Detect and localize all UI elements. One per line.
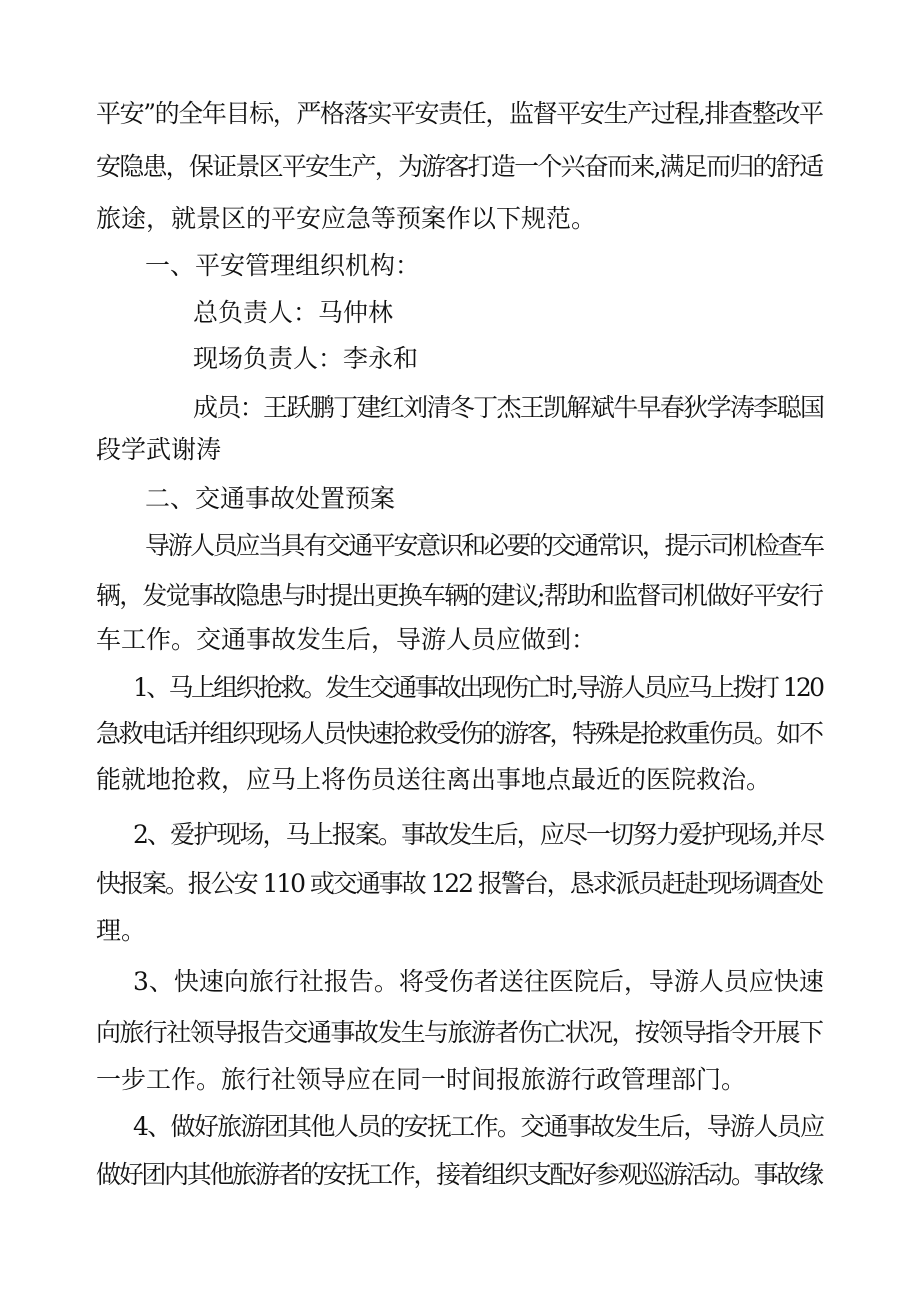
list-item-4: 4、做好旅游团其他人员的安抚工作。交通事故发生后，导游人员应 [133, 1112, 824, 1141]
org-site-manager: 现场负责人：李永和 [193, 344, 419, 373]
org-general-manager: 总负责人：马仲林 [193, 298, 394, 327]
section-heading: 二、交通事故处置预案 [145, 484, 396, 513]
list-item-1: 1、马上组织抢救。发生交通事故出现伤亡时,导游人员应马上拨打 120 [133, 673, 823, 702]
paragraph-line: 车工作。交通事故发生后，导游人员应做到： [96, 625, 597, 654]
paragraph-line: 快报案。报公安 110 或交通事故 122 报警台，恳求派员赶赴现场调查处 [96, 869, 822, 898]
section-heading: 一、平安管理组织机构： [145, 251, 421, 280]
paragraph-line: 导游人员应当具有交通平安意识和必要的交通常识，提示司机检查车 [145, 531, 823, 560]
org-members-continued: 段学武谢涛 [96, 435, 222, 464]
paragraph-line: 安隐患，保证景区平安生产，为游客打造一个兴奋而来,满足而归的舒适 [96, 152, 823, 181]
paragraph-line: 理。 [96, 916, 147, 945]
paragraph-line: 辆，发觉事故隐患与时提出更换车辆的建议;帮助和监督司机做好平安行 [96, 581, 823, 610]
org-members: 成员：王跃鹏丁建红刘清冬丁杰王凯解斌牛早春狄学涛李聪国 [193, 393, 824, 422]
paragraph-line: 旅途，就景区的平安应急等预案作以下规范。 [96, 204, 597, 233]
paragraph-line: 一步工作。旅行社领导应在同一时间报旅游行政管理部门。 [96, 1065, 747, 1094]
paragraph-line: 能就地抢救，应马上将伤员送往离出事地点最近的医院救治。 [96, 765, 772, 794]
list-item-3: 3、快速向旅行社报告。将受伤者送往医院后，导游人员应快速 [133, 967, 824, 996]
paragraph-line: 平安”的全年目标，严格落实平安责任，监督平安生产过程,排查整改平 [96, 99, 823, 128]
paragraph-line: 急救电话并组织现场人员快速抢救受伤的游客，特殊是抢救重伤员。如不 [96, 719, 822, 748]
paragraph-line: 做好团内其他旅游者的安抚工作，接着组织支配好参观巡游活动。事故缘 [96, 1160, 822, 1189]
list-item-2: 2、爱护现场，马上报案。事故发生后，应尽一切努力爱护现场,并尽 [133, 820, 824, 849]
paragraph-line: 向旅行社领导报告交通事故发生与旅游者伤亡状况，按领导指令开展下 [96, 1018, 823, 1047]
